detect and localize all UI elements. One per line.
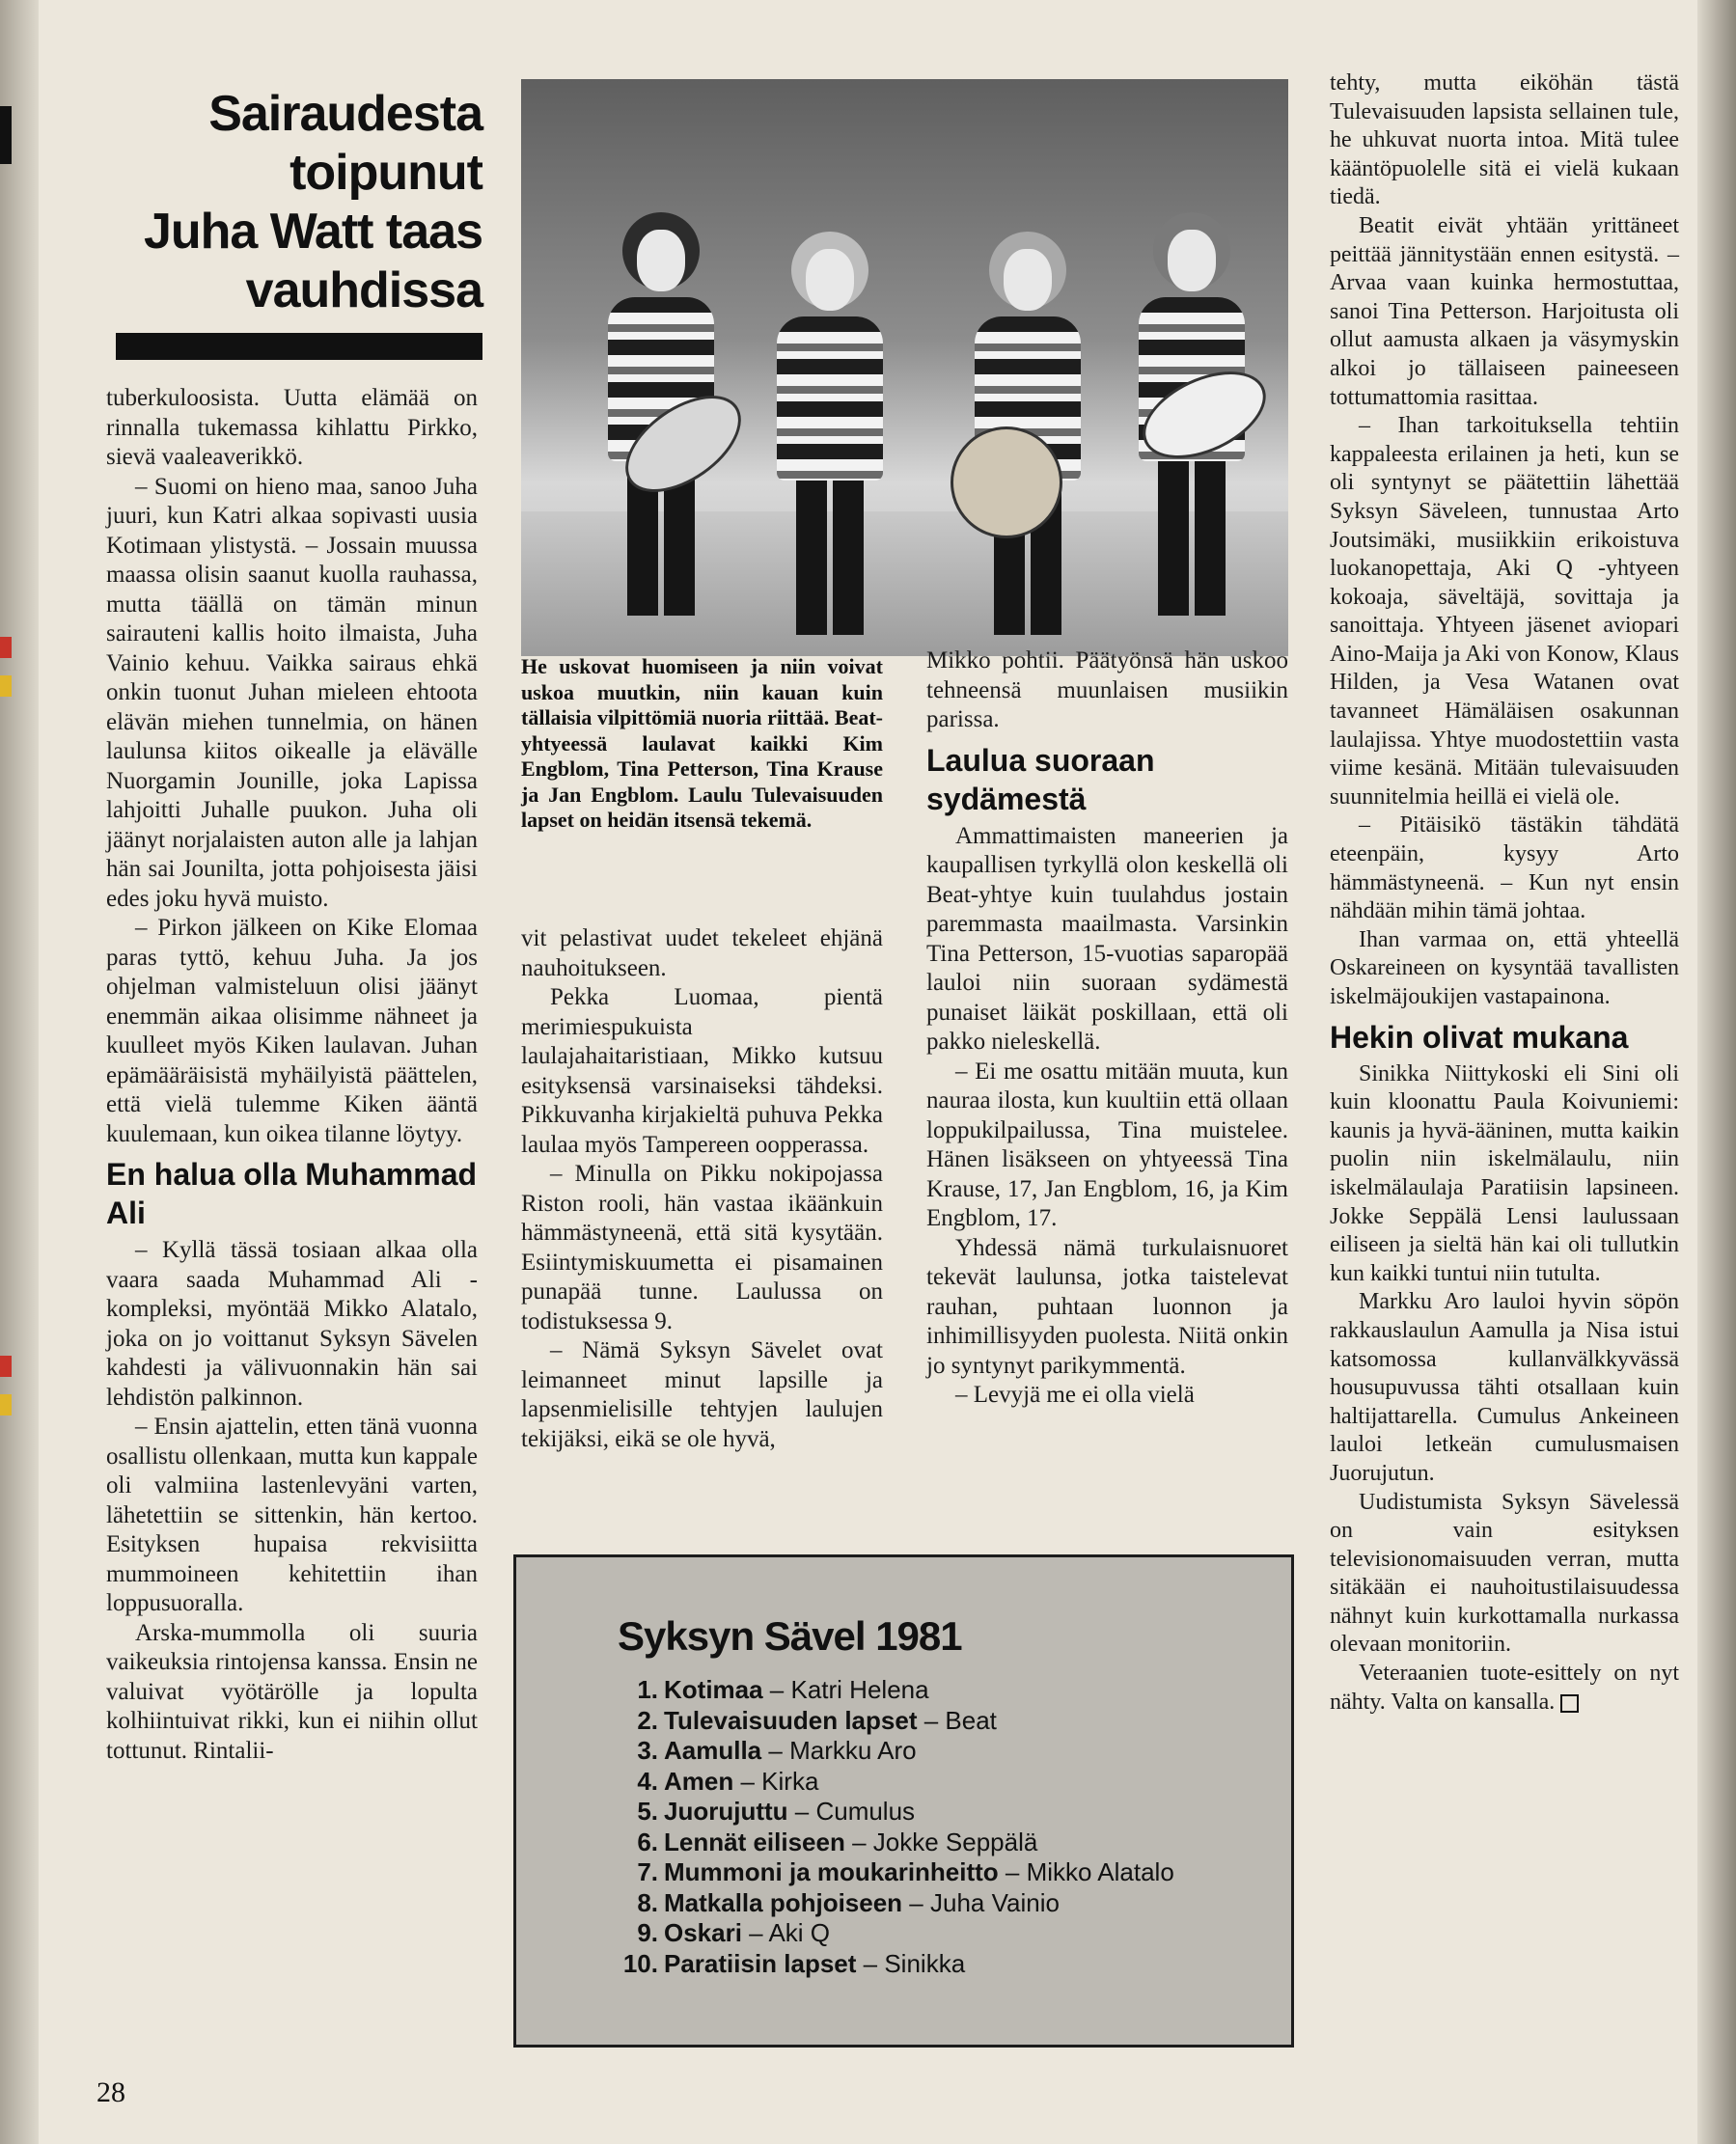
paragraph: Beatit eivät yhtään yrittäneet peittää jännitystään ennen esitystä. – Arvaa vaan kuinka hermostuttaa, sanoi Tina Petterson. Harjoitusta oli ollut aamusta alkaen ja väsymyskin alkoi jo tällaiseen paineeseen tottumattomia rasittaa.	[1330, 212, 1679, 410]
article-column-1	[106, 384, 478, 1766]
artist: Beat	[945, 1705, 997, 1735]
song-title: Mummoni ja moukarinheitto	[664, 1857, 999, 1886]
page-binding-left	[0, 0, 39, 2144]
paragraph: Yhdessä nämä turkulaisnuoret tekevät laulunsa, jotka taistelevat rauhan, puhtaan luonnon ja inhimillisyyden puolesta. Niitä onkin jo syntynyt parikymmentä.	[926, 1234, 1288, 1379]
paragraph: tehty, mutta eiköhän tästä Tulevaisuuden lapsista sellainen tule, he uhkuvat nuorta intoa. Mitä tulee kääntöpuolelle sitä ei vielä kukaan tiedä.	[1330, 70, 1679, 210]
rank: 8.	[637, 1887, 658, 1917]
paragraph: – Suomi on hieno maa, sanoo Juha juuri, kun Katri alkaa sopivasti uusia Kotimaan ylistystä. – Jossain muussa maassa olisin saanut kuolla rauhassa, mutta täällä on tämän minun sairauteni kallis hoito ilmaista, Juha Vainio kehuu. Vaikka sairaus ehkä onkin tuonut Juhan mieleen ehtoota elävän miehen tunnelmia, on hänen laulunsa kiitos oikealle ja elävälle Nuorgamin Jounille, joka Lapissa lahjoitti Juhalle puukon. Juha oli jäänyt norjalaisten auton alle ja lahjan hän sai Jounilta, jotta pohjoisesta jäisi edes joku hyvä muisto.	[106, 473, 478, 912]
rank: 2.	[637, 1705, 658, 1735]
paragraph: Arska-mummolla oli suuria vaikeuksia rintojensa kanssa. Ensin ne valuivat vyötärölle ja lopulta kolhiintuivat rikki, kun ei niihin ollut tottunut. Rintalii-	[106, 1619, 478, 1764]
paragraph: Markku Aro lauloi hyvin söpön rakkauslaulun Aamulla ja Nisa istui katsomossa kullanvälkkyvässä housupuvussa tähti otsallaan kuin haltijattarella. Cumulus Ankeineen lauloi letkeän cumulusmaisen Juorujutun.	[1330, 1289, 1679, 1486]
song-title: Tulevaisuuden lapset	[664, 1705, 918, 1735]
end-of-article-icon	[1560, 1694, 1579, 1713]
headline-line: Sairaudesta	[208, 86, 482, 142]
article-column-3	[926, 646, 1288, 1411]
edge-mark	[0, 637, 12, 658]
results-item: 4. Amen – Kirka	[618, 1767, 1254, 1798]
paragraph: Mikko pohtii. Päätyönsä hän uskoo tehneensä muunlaisen musiikin parissa.	[926, 647, 1288, 732]
song-title: Lennät eiliseen	[664, 1827, 845, 1856]
paragraph: – Kyllä tässä tosiaan alkaa olla vaara saada Muhammad Ali -kompleksi, myöntää Mikko Alatalo, joka on jo voittanut Syksyn Sävelen kahdesti ja välivuonnakin hän sai lehdistön palkinnon.	[106, 1237, 478, 1411]
paragraph: Pekka Luomaa, pientä merimiespukuista laulajahaitaristiaan, Mikko kutsuu esityksensä varsinaiseksi tähdeksi. Pikkuvanha kirjakieltä puhuva Pekka laulaa myös Tampereen oopperassa.	[521, 984, 883, 1158]
rank: 7.	[637, 1857, 658, 1886]
page-binding-right	[1697, 0, 1736, 2144]
artist: Jokke Seppälä	[872, 1827, 1038, 1856]
song-title: Matkalla pohjoiseen	[664, 1887, 903, 1917]
results-item: 9. Oskari – Aki Q	[618, 1918, 1254, 1949]
paragraph: tuberkuloosista. Uutta elämää on rinnalla tukemassa kihlattu Pirkko, sievä vaaleaverikkö.	[106, 385, 478, 470]
article-headline	[96, 85, 482, 320]
rank: 3.	[637, 1736, 658, 1765]
paragraph: – Nämä Syksyn Sävelet ovat leimanneet minut lapsille ja lapsenmielisille tehtyjen laulujen tekijäksi, eikä se ole hyvä,	[521, 1337, 883, 1452]
paragraph: – Ei me osattu mitään muuta, kun nauraa ilosta, kun kuultiin että ollaan loppukilpailussa, Tina muistelee. Hänen lisäkseen on yhtyeessä Tina Krause, 17, Jan Engblom, 16, ja Kim Engblom, 17.	[926, 1058, 1288, 1231]
rank: 6.	[637, 1827, 658, 1856]
acoustic-guitar	[951, 426, 1062, 538]
results-item: 10. Paratiisin lapset – Sinikka	[618, 1949, 1254, 1980]
rank: 1.	[637, 1675, 658, 1704]
edge-mark	[0, 675, 12, 697]
paragraph: Sinikka Niittykoski eli Sini oli kuin kloonattu Paula Koivuniemi: kaunis ja hyvä-ääninen, mutta kaikin puolin niin iskelmälaulu, niin iskelmälaulaja Paratiisin lapsineen. Jokke Seppälä Lensi laulussaan eiliseen ja sieltä hän kai oli tullutkin kun kaikki tuntui niin tutulta.	[1330, 1060, 1679, 1286]
results-box	[513, 1554, 1294, 2048]
paragraph: – Pirkon jälkeen on Kike Elomaa paras tyttö, kehuu Juha. Ja jos ohjelman valmisteluun olisi jäänyt enemmän aikaa olisimme nähneet ja kuulleet myös Kiken laulavan. Juhan epämääräisistä myhäilyistä päättelen, että vielä tulemme Kiken ääntä kuulemaan, kun oikea tilanne löytyy.	[106, 915, 478, 1147]
rank: 10.	[622, 1948, 658, 1978]
artist: Kirka	[761, 1766, 819, 1796]
band-photo	[521, 79, 1288, 656]
artist: Juha Vainio	[930, 1887, 1060, 1917]
headline-rule	[116, 333, 482, 360]
paragraph: Ihan varmaa on, että yhteellä Oskareineen on kysyntää tavallisten iskelmäjoukijen vastapainona.	[1330, 926, 1679, 1009]
artist: Mikko Alatalo	[1026, 1857, 1174, 1886]
band-member-figure	[777, 232, 883, 637]
results-item: 3. Aamulla – Markku Aro	[618, 1736, 1254, 1767]
paragraph: – Pitäisikö tästäkin tähdätä eteenpäin, kysyy Arto hämmästyneenä. – Kun nyt ensin nähdään mihin tämä johtaa.	[1330, 812, 1679, 924]
headline-line: Juha Watt taas	[143, 204, 482, 260]
song-title: Kotimaa	[664, 1675, 763, 1704]
results-item: 6. Lennät eiliseen – Jokke Seppälä	[618, 1828, 1254, 1858]
results-item: 2. Tulevaisuuden lapset – Beat	[618, 1706, 1254, 1737]
song-title: Amen	[664, 1766, 734, 1796]
results-item: 5. Juorujuttu – Cumulus	[618, 1797, 1254, 1828]
edge-mark	[0, 106, 12, 164]
section-subhead: Laulua suoraan sydämestä	[926, 742, 1155, 816]
paragraph: vit pelastivat uudet tekeleet ehjänä nauhoitukseen.	[521, 925, 883, 981]
section-subhead: En halua olla Muhammad Ali	[106, 1157, 478, 1230]
results-item: 1. Kotimaa – Katri Helena	[618, 1675, 1254, 1706]
song-title: Juorujuttu	[664, 1797, 788, 1826]
paragraph: Ammattimaisten maneerien ja kaupallisen tyrkyllä olon keskellä oli Beat-yhtye kuin tuulahdus jostain paremmasta maailmasta. Varsinkin Tina Petterson, 15-vuotias saparopää lauloi niin suoraan sydämestä punaiset läikät poskillaan, että oli pakko nieleskellä.	[926, 822, 1288, 1055]
article-column-2	[521, 924, 883, 1454]
headline-line: toipunut	[289, 145, 482, 201]
results-title: Syksyn Sävel 1981	[618, 1613, 962, 1659]
paragraph: Veteraanien tuote-esittely on nyt nähty. Valta on kansalla.	[1330, 1661, 1679, 1715]
headline-line: vauhdissa	[245, 262, 482, 318]
paragraph: – Ihan tarkoituksella tehtiin kappaleesta erilainen ja heti, kun se oli syntynyt se päätettiin lähettää Syksyn Säveleen, tunnustaa Arto Joutsimäki, musiikkiin erikoistuva luokanopettaja, Aki Q -yhtyeen kokoaja, säveltäjä, sovittaja ja sanoittaja. Yhtyeen jäsenet aviopari Aino-Maija ja Aki von Konow, Klaus Hilden, ja Vesa Watanen ovat tavanneet Hämäläisen osakunnan laulajissa. Yhtye muodostettiin vasta viime kesänä. Mitään tulevaisuuden suunnitelmia heillä ei vielä ole.	[1330, 413, 1679, 810]
photo-caption	[521, 654, 883, 834]
rank: 4.	[637, 1766, 658, 1796]
song-title: Oskari	[664, 1918, 742, 1947]
page-number: 28	[96, 2076, 125, 2108]
artist: Katri Helena	[790, 1675, 929, 1704]
caption-text: He uskovat huomiseen ja niin voivat uskoa muutkin, niin kauan kuin tällaisia vilpittömiä nuoria riittää. Beat-yhtyeessä laulavat kaikki Kim Engblom, Tina Petterson, Tina Krause ja Jan Engblom. Laulu Tulevaisuuden lapset on heidän itsensä tekemä.	[521, 654, 883, 832]
rank: 9.	[637, 1918, 658, 1947]
edge-mark	[0, 1356, 12, 1377]
section-subhead: Hekin olivat mukana	[1330, 1019, 1629, 1055]
song-title: Aamulla	[664, 1736, 762, 1765]
artist: Markku Aro	[789, 1736, 917, 1765]
paragraph: Uudistumista Syksyn Sävelessä on vain esityksen televisionomaisuuden verran, mutta sitäkään ei nauhoitustilaisuudessa nähnyt kuin kurkottamalla nurkassa olevaan monitoriin.	[1330, 1489, 1679, 1658]
rank: 5.	[637, 1797, 658, 1826]
results-item: 8. Matkalla pohjoiseen – Juha Vainio	[618, 1888, 1254, 1919]
artist: Cumulus	[815, 1797, 916, 1826]
paragraph: – Ensin ajattelin, etten tänä vuonna osallistu ollenkaan, mutta kun kappale oli valmiina lastenlevyäni varten, lähetettiin se sittenkin, hän kertoo. Esityksen hupaisa rekvisiitta mummoineen kehitettiin ihan loppusuoralla.	[106, 1414, 478, 1616]
results-item: 7. Mummoni ja moukarinheitto – Mikko Alatalo	[618, 1857, 1254, 1888]
article-column-4	[1330, 69, 1679, 1717]
paragraph: – Minulla on Pikku nokipojassa Riston rooli, hän vastaa ikäänkuin hämmästyneenä, että sitä kysytään. Esiintymiskuumetta ei pisamainen punapää tunne. Laulussa on todistuksessa 9.	[521, 1161, 883, 1334]
artist: Aki Q	[768, 1918, 831, 1947]
edge-mark	[0, 1394, 12, 1416]
song-title: Paratiisin lapset	[664, 1948, 857, 1978]
artist: Sinikka	[884, 1948, 966, 1978]
results-list	[618, 1675, 1254, 1979]
paragraph: – Levyjä me ei olla vielä	[955, 1382, 1195, 1408]
